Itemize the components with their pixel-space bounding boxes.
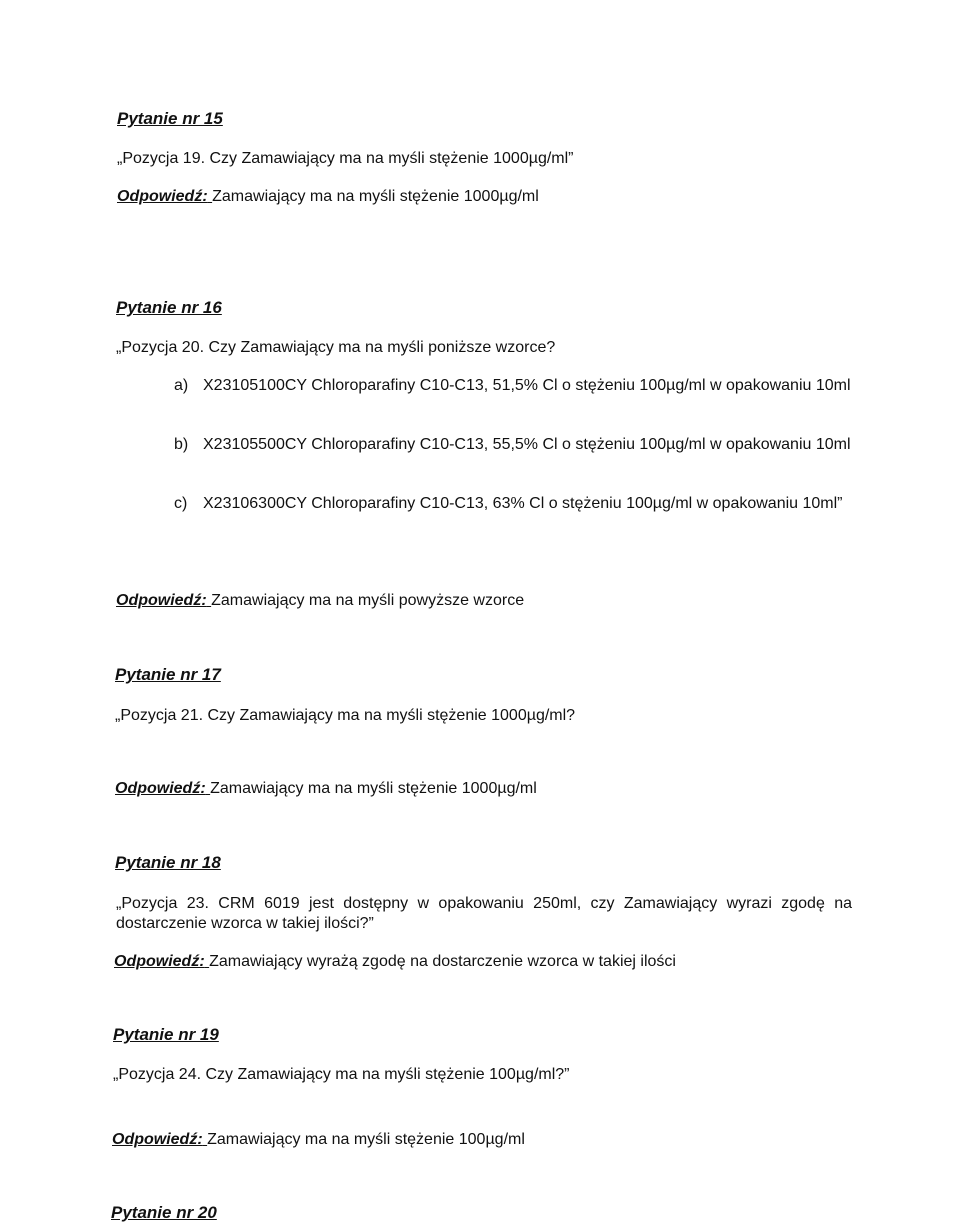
question-16-item-c [174, 494, 854, 514]
question-20-title: Pytanie nr 20 [111, 1203, 217, 1222]
answer-19-label: Odpowiedź: [112, 1131, 203, 1148]
item-text: X23105500CY Chloroparafiny C10-C13, 55,5% Cl o stężeniu 100µg/ml w opakowaniu 10ml [203, 436, 851, 453]
question-16-item-a [174, 376, 854, 396]
item-text: X23106300CY Chloroparafiny C10-C13, 63% Cl o stężeniu 100µg/ml w opakowaniu 10ml” [203, 495, 843, 512]
answer-18-text: Zamawiający wyrażą zgodę na dostarczenie wzorca w takiej ilości [209, 953, 676, 970]
question-18-text: „Pozycja 23. CRM 6019 jest dostępny w opakowaniu 250ml, czy Zamawiający wyrazi zgodę na dostarczenie wzorca w takiej ilości?” [116, 895, 852, 932]
answer-15 [117, 187, 539, 207]
item-letter: c) [174, 495, 188, 512]
answer-15-label: Odpowiedź: [117, 188, 208, 205]
item-text: X23105100CY Chloroparafiny C10-C13, 51,5% Cl o stężeniu 100µg/ml w opakowaniu 10ml [203, 377, 851, 394]
answer-18 [114, 952, 676, 972]
question-17-text: „Pozycja 21. Czy Zamawiający ma na myśli stężenie 1000µg/ml? [115, 707, 576, 724]
answer-15-text: Zamawiający ma na myśli stężenie 1000µg/ml [212, 188, 539, 205]
question-15-title: Pytanie nr 15 [117, 109, 223, 128]
item-letter: b) [174, 436, 189, 453]
question-16-item-b [174, 435, 854, 455]
item-letter: a) [174, 377, 189, 394]
question-15-text: „Pozycja 19. Czy Zamawiający ma na myśli stężenie 1000µg/ml” [117, 150, 574, 167]
question-19-title: Pytanie nr 19 [113, 1025, 219, 1044]
question-18-title: Pytanie nr 18 [115, 853, 221, 872]
answer-17-label: Odpowiedź: [115, 780, 206, 797]
question-16-title: Pytanie nr 16 [116, 298, 222, 317]
question-19-text: „Pozycja 24. Czy Zamawiający ma na myśli stężenie 100µg/ml?” [113, 1066, 570, 1083]
answer-16-label: Odpowiedź: [116, 592, 207, 609]
answer-18-label: Odpowiedź: [114, 953, 205, 970]
answer-16-text: Zamawiający ma na myśli powyższe wzorce [211, 592, 525, 609]
question-16-text: „Pozycja 20. Czy Zamawiający ma na myśli poniższe wzorce? [116, 339, 556, 356]
question-17-title: Pytanie nr 17 [115, 665, 221, 684]
answer-19-text: Zamawiający ma na myśli stężenie 100µg/ml [207, 1131, 525, 1148]
answer-19 [112, 1130, 525, 1150]
answer-16 [116, 591, 524, 611]
answer-17-text: Zamawiający ma na myśli stężenie 1000µg/ml [210, 780, 537, 797]
answer-17 [115, 779, 537, 799]
